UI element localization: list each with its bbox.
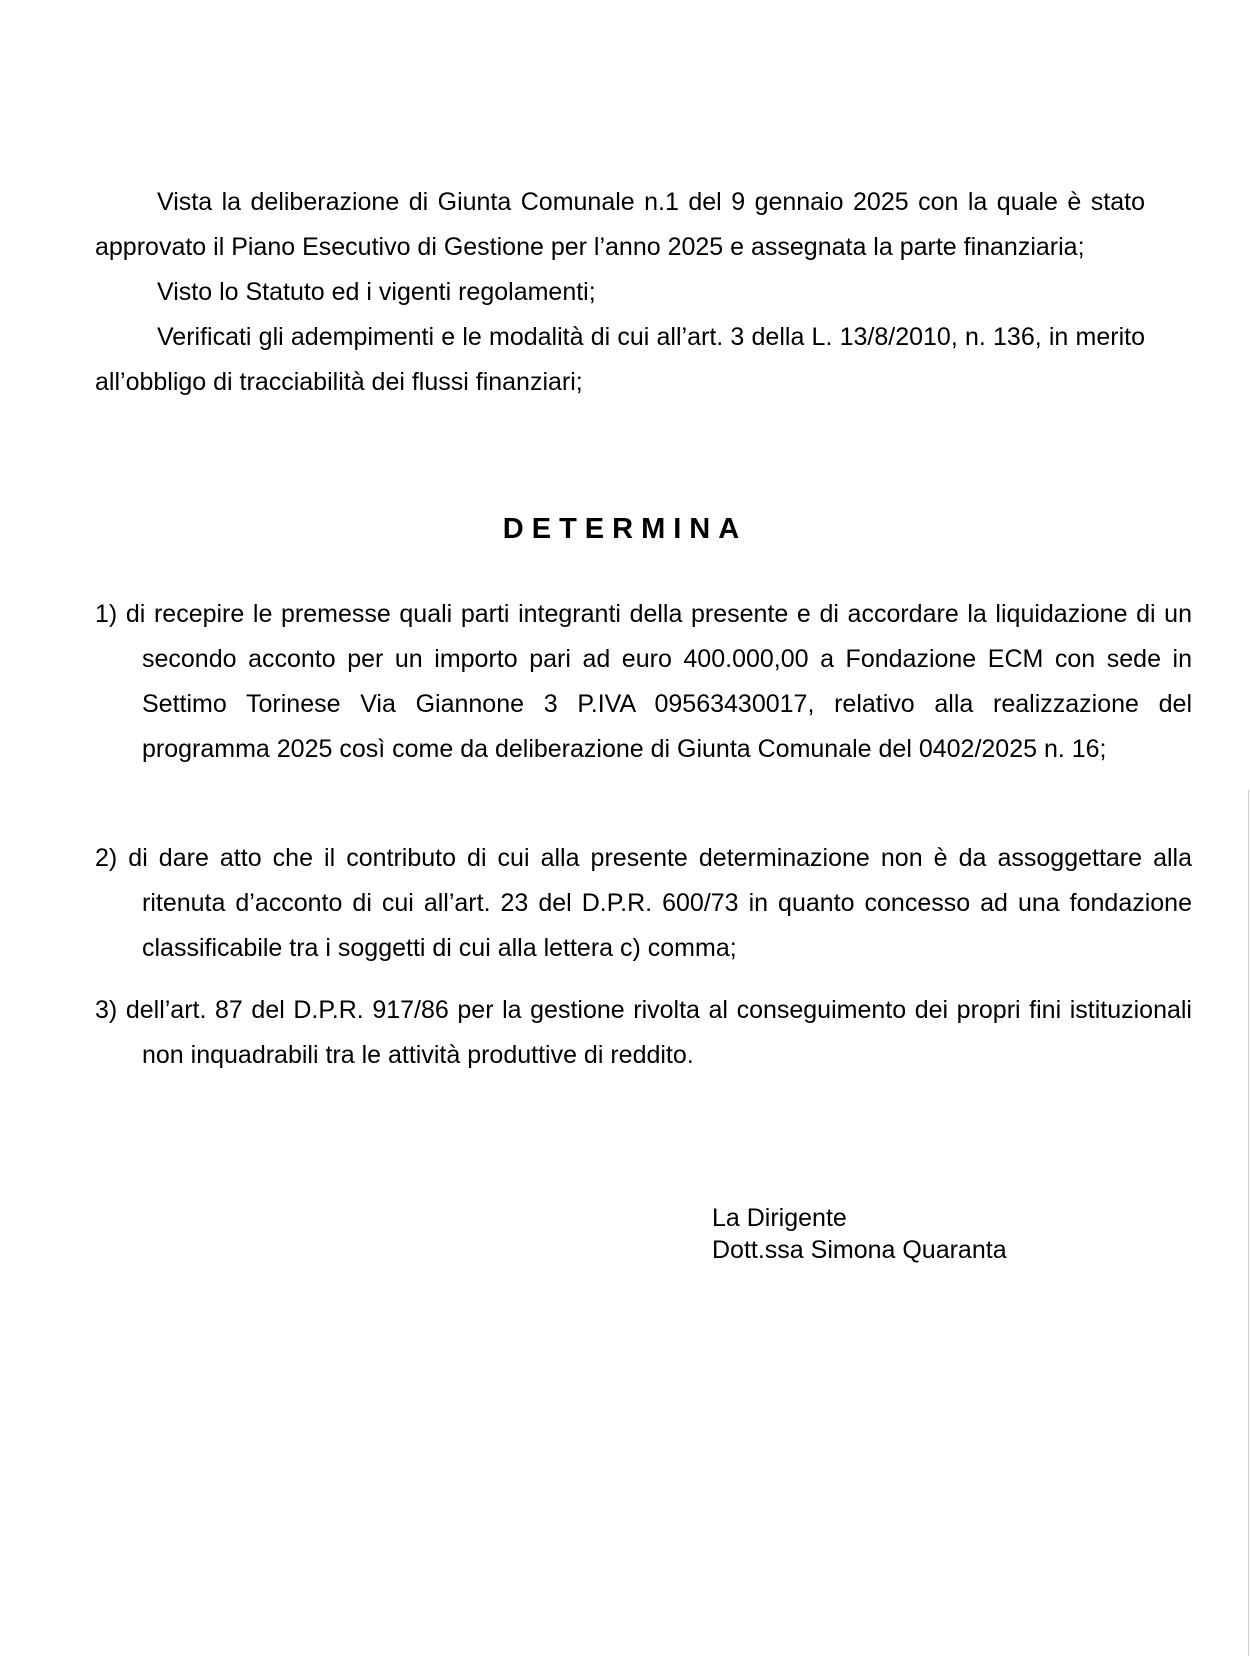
signatory-role: La Dirigente xyxy=(712,1204,847,1232)
item-text: di recepire le premesse quali parti integranti della presente e di accordare la liquidazione di un secondo acconto per un importo pari ad euro 400.000,00 a Fondazione ECM con sede in Settimo Torinese Via Giannone 3 P.IVA 09563430017, relativo alla realizzazione del programma 2025 così come da deliberazione di Giunta Comunale del 0402/2025 n. 16; xyxy=(125,600,1192,763)
item-number: 1) xyxy=(95,600,118,628)
item-number: 3) xyxy=(95,996,118,1024)
premises-section xyxy=(95,180,1145,405)
determination-item xyxy=(95,988,1192,1078)
signature-block xyxy=(712,1202,1007,1266)
premise-paragraph: Verificati gli adempimenti e le modalità di cui all’art. 3 della L. 13/8/2010, n. 136, in merito all’obbligo di tracciabilità dei flussi finanziari; xyxy=(95,323,1145,396)
item-number: 2) xyxy=(95,844,118,872)
page-edge-divider xyxy=(1248,790,1249,1656)
item-text: di dare atto che il contributo di cui alla presente determinazione non è da assoggettare alla ritenuta d’acconto di cui all’art. 23 del D.P.R. 600/73 in quanto concesso ad una fondazione classificabile tra i soggetti di cui alla lettera c) comma; xyxy=(128,844,1192,962)
premise-paragraph: Visto lo Statuto ed i vigenti regolamenti; xyxy=(157,278,596,306)
premise-paragraph: Vista la deliberazione di Giunta Comunale n.1 del 9 gennaio 2025 con la quale è stato approvato il Piano Esecutivo di Gestione per l’anno 2025 e assegnata la parte finanziaria; xyxy=(95,188,1145,261)
determination-item xyxy=(95,836,1192,971)
determina-heading: DETERMINA xyxy=(502,513,748,545)
signatory-name: Dott.ssa Simona Quaranta xyxy=(712,1236,1007,1264)
determination-item xyxy=(95,592,1192,772)
item-text: dell’art. 87 del D.P.R. 917/86 per la gestione rivolta al conseguimento dei propri fini istituzionali non inquadrabili tra le attività produttive di reddito. xyxy=(125,996,1192,1069)
